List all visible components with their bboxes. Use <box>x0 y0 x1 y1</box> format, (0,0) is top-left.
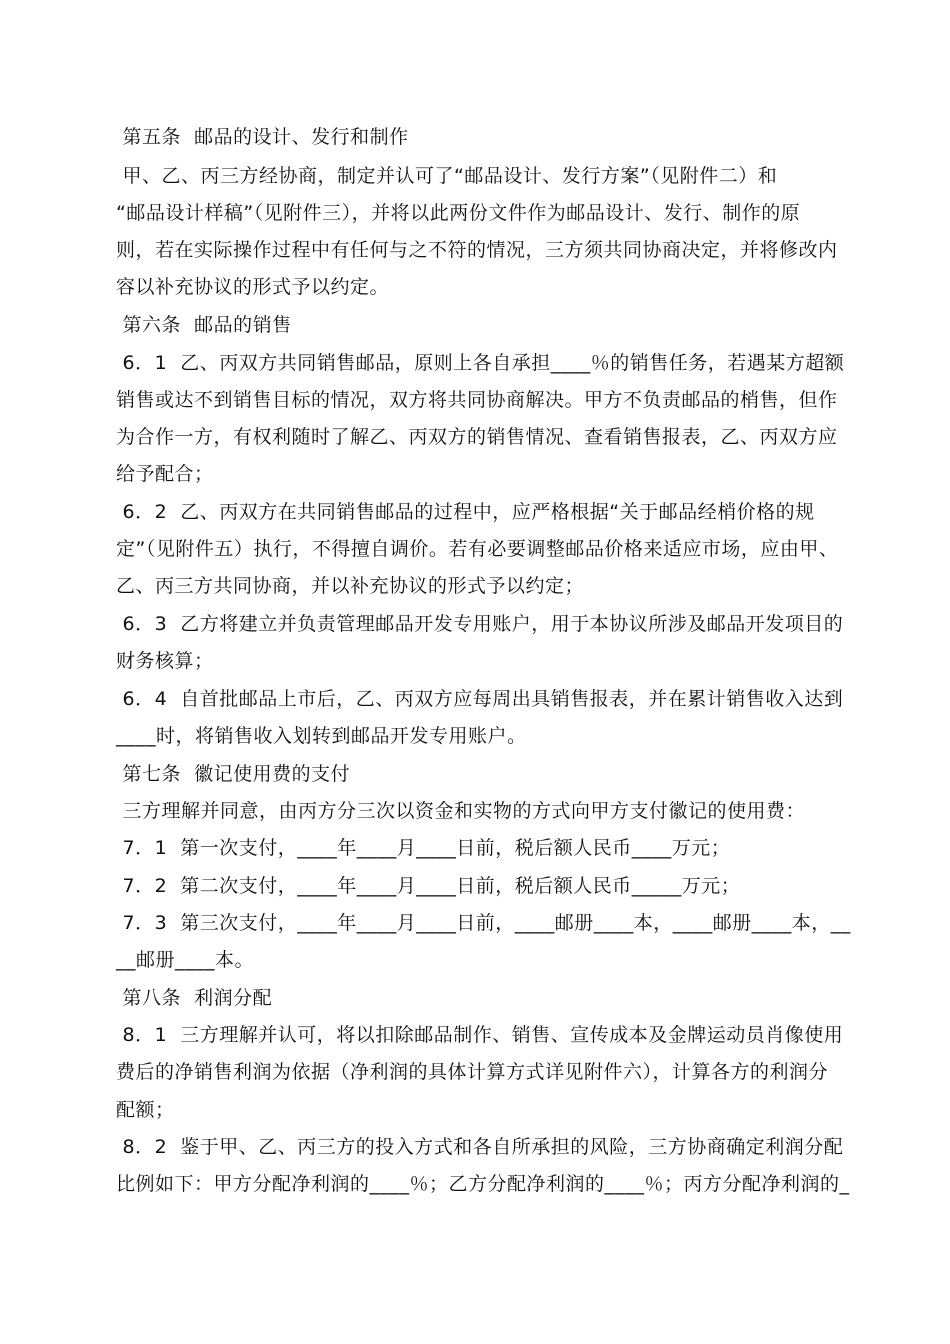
paragraph-line: 定”（见附件五）执行，不得擅自调价。若有必要调整邮品价格来适应市场，应由甲、 <box>116 538 839 560</box>
paragraph-line: 7．3 第三次支付，____年____月____日前，____邮册____本，____邮册____本，__ <box>116 912 851 934</box>
paragraph-line: 比例如下：甲方分配净利润的____％；乙方分配净利润的____％；丙方分配净利润的_ <box>116 1173 850 1195</box>
paragraph-line: 三方理解并同意，由丙方分三次以资金和实物的方式向甲方支付徽记的使用费： <box>116 800 806 822</box>
paragraph-line: 6．2 乙、丙双方在共同销售邮品的过程中，应严格根据“关于邮品经梢价格的规 <box>116 501 815 523</box>
paragraph-line: 乙、丙三方共同协商，并以补充协议的形式予以约定； <box>116 575 585 597</box>
paragraph-line: 容以补充协议的形式予以约定。 <box>116 276 390 298</box>
paragraph-line: __邮册____本。 <box>116 949 255 971</box>
paragraph-line: 给予配合； <box>116 463 214 485</box>
paragraph-line: 6．3 乙方将建立并负责管理邮品开发专用账户，用于本协议所涉及邮品开发项目的 <box>116 613 844 635</box>
paragraph-line: 甲、乙、丙三方经协商，制定并认可了“邮品设计、发行方案”（见附件二）和 <box>116 165 778 187</box>
paragraph-line: 8．1 三方理解并认可，将以扣除邮品制作、销售、宣传成本及金牌运动员肖像使用 <box>116 1024 844 1046</box>
paragraph-line: 6．4 自首批邮品上市后，乙、丙双方应每周出具销售报表，并在累计销售收入达到 <box>116 688 844 710</box>
heading-article-5: 第五条 邮品的设计、发行和制作 <box>116 126 409 148</box>
paragraph-line: 7．2 第二次支付，____年____月____日前，税后额人民币_____万元； <box>116 875 741 897</box>
paragraph-line: 配额； <box>116 1099 175 1121</box>
paragraph-line: 费后的净销售利润为依据（净利润的具体计算方式详见附件六），计算各方的利润分 <box>116 1061 829 1083</box>
paragraph-line: 6．1 乙、丙双方共同销售邮品，原则上各自承担____％的销售任务，若遇某方超额 <box>116 352 845 374</box>
heading-article-7: 第七条 徽记使用费的支付 <box>116 763 351 785</box>
heading-article-6: 第六条 邮品的销售 <box>116 314 292 336</box>
paragraph-line: 财务核算； <box>116 650 214 672</box>
paragraph-line: “邮品设计样稿”（见附件三），并将以此两份文件作为邮品设计、发行、制作的原 <box>116 202 801 224</box>
paragraph-line: 7．1 第一次支付，____年____月____日前，税后额人民币____万元； <box>116 837 731 859</box>
paragraph-line: 8．2 鉴于甲、乙、丙三方的投入方式和各自所承担的风险，三方协商确定利润分配 <box>116 1136 844 1158</box>
paragraph-line: 为合作一方，有权利随时了解乙、丙双方的销售情况、查看销售报表，乙、丙双方应 <box>116 426 838 448</box>
heading-article-8: 第八条 利润分配 <box>116 987 273 1009</box>
paragraph-line: 则，若在实际操作过程中有任何与之不符的情况，三方须共同协商决定，并将修改内 <box>116 239 838 261</box>
paragraph-line: ____时，将销售收入划转到邮品开发专用账户。 <box>116 725 527 747</box>
paragraph-line: 销售或达不到销售目标的情况，双方将共同协商解决。甲方不负责邮品的梢售，但作 <box>116 389 838 411</box>
